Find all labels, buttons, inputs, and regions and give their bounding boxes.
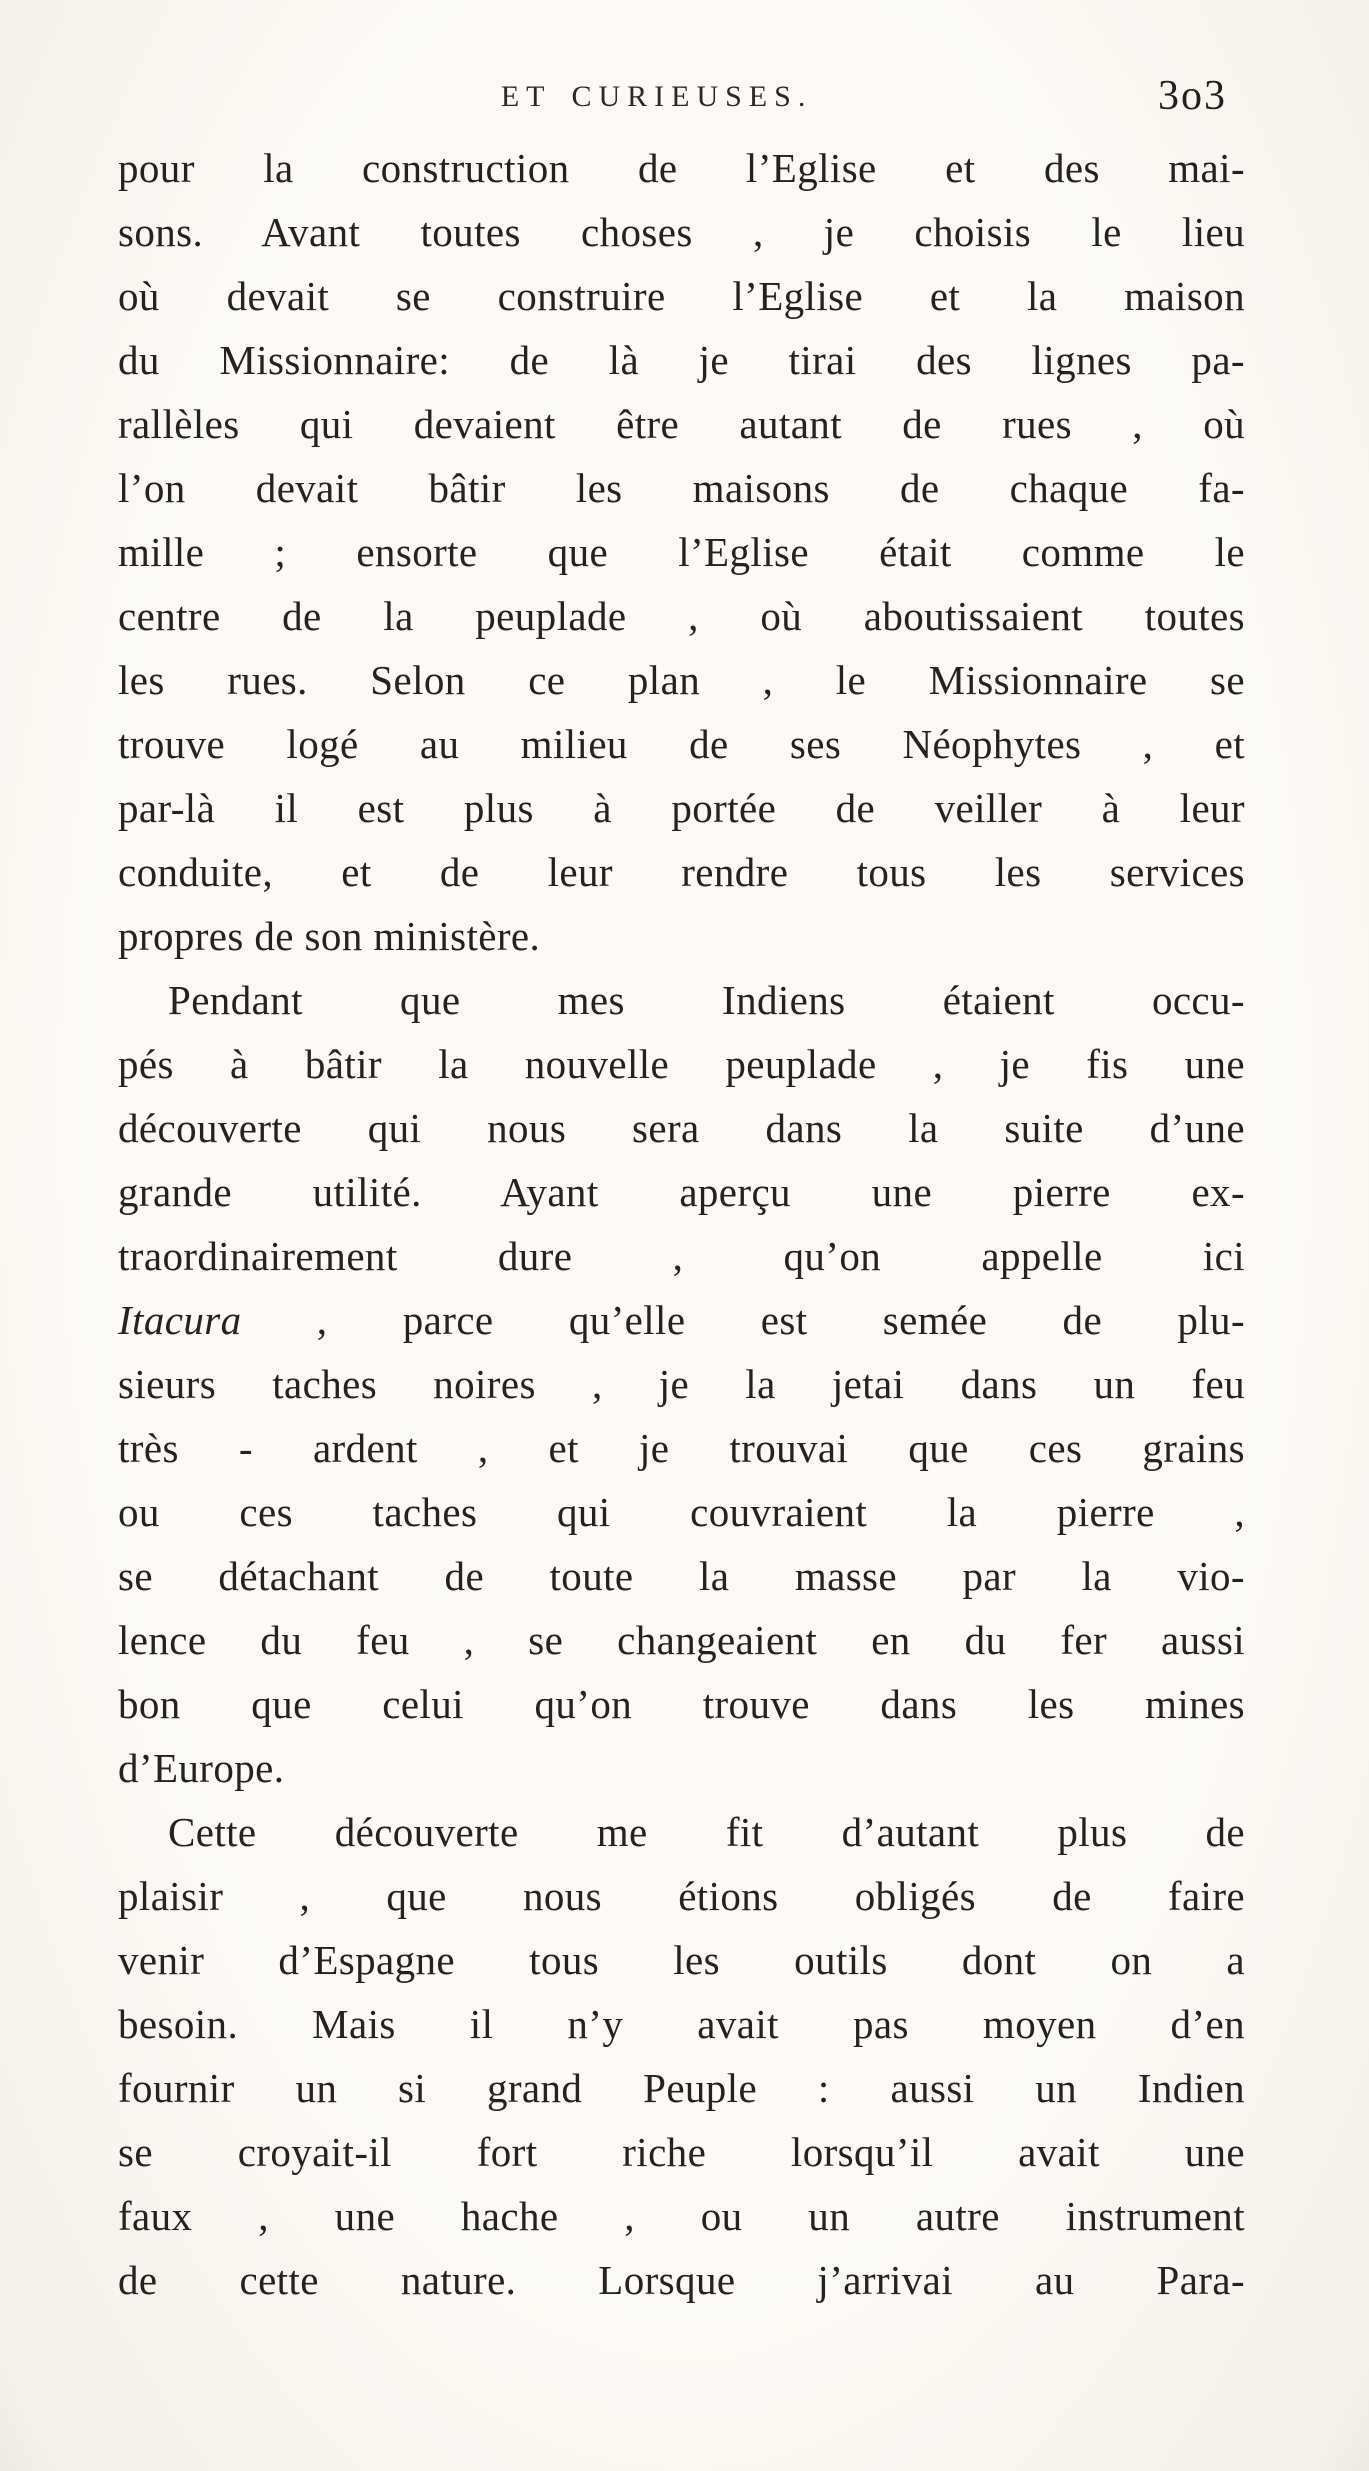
text-line: du Missionnaire: de là je tirai des lignes pa- <box>118 337 1245 383</box>
italic-text: Itacura <box>118 1297 242 1343</box>
page-header <box>118 73 1245 122</box>
text-line: très - ardent , et je trouvai que ces grains <box>118 1425 1245 1471</box>
text-line: propres de son ministère. <box>118 913 541 959</box>
text-line: ou ces taches qui couvraient la pierre , <box>118 1489 1245 1535</box>
text-line: trouve logé au milieu de ses Néophytes , et <box>118 721 1245 767</box>
paragraph <box>118 136 1245 968</box>
text-line: conduite, et de leur rendre tous les services <box>118 849 1245 895</box>
text-line: venir d’Espagne tous les outils dont on a <box>118 1937 1245 1983</box>
text-line: sons. Avant toutes choses , je choisis le lieu <box>118 209 1245 255</box>
text-line: se croyait-il fort riche lorsqu’il avait une <box>118 2129 1245 2175</box>
text-line: l’on devait bâtir les maisons de chaque fa- <box>118 465 1245 511</box>
text-line: grande utilité. Ayant aperçu une pierre ex- <box>118 1169 1245 1215</box>
text-line: plaisir , que nous étions obligés de faire <box>118 1873 1245 1919</box>
text-line: traordinairement dure , qu’on appelle ici <box>118 1233 1245 1279</box>
text-line: les rues. Selon ce plan , le Missionnaire se <box>118 657 1245 703</box>
text-line: fournir un si grand Peuple : aussi un Indien <box>118 2065 1245 2111</box>
text-line: d’Europe. <box>118 1745 285 1791</box>
text-block <box>118 136 1245 2312</box>
text-line: sieurs taches noires , je la jetai dans un feu <box>118 1361 1245 1407</box>
text-line: Pendant que mes Indiens étaient occu- <box>168 977 1245 1023</box>
text-line: besoin. Mais il n’y avait pas moyen d’en <box>118 2001 1245 2047</box>
text-line: mille ; ensorte que l’Eglise était comme le <box>118 529 1245 575</box>
text-line: où devait se construire l’Eglise et la maison <box>118 273 1245 319</box>
text-line: par-là il est plus à portée de veiller à leur <box>118 785 1245 831</box>
text-line: Itacura , parce qu’elle est semée de plu- <box>118 1297 1245 1343</box>
text-line: se détachant de toute la masse par la vio- <box>118 1553 1245 1599</box>
text-line: rallèles qui devaient être autant de rues , où <box>118 401 1245 447</box>
text-line: de cette nature. Lorsque j’arrivai au Para- <box>118 2257 1245 2303</box>
text-line: découverte qui nous sera dans la suite d’une <box>118 1105 1245 1151</box>
page-number: 3o3 <box>1158 73 1227 119</box>
running-title: ET CURIEUSES. <box>500 80 813 113</box>
paragraph <box>118 1800 1245 2312</box>
paragraph <box>118 968 1245 1800</box>
text-line: centre de la peuplade , où aboutissaient toutes <box>118 593 1245 639</box>
text-line: bon que celui qu’on trouve dans les mines <box>118 1681 1245 1727</box>
text-line: Cette découverte me fit d’autant plus de <box>168 1809 1245 1855</box>
text-line: pés à bâtir la nouvelle peuplade , je fis une <box>118 1041 1245 1087</box>
text-line: pour la construction de l’Eglise et des mai- <box>118 145 1245 191</box>
text-line: faux , une hache , ou un autre instrument <box>118 2193 1245 2239</box>
text-line: lence du feu , se changeaient en du fer aussi <box>118 1617 1245 1663</box>
